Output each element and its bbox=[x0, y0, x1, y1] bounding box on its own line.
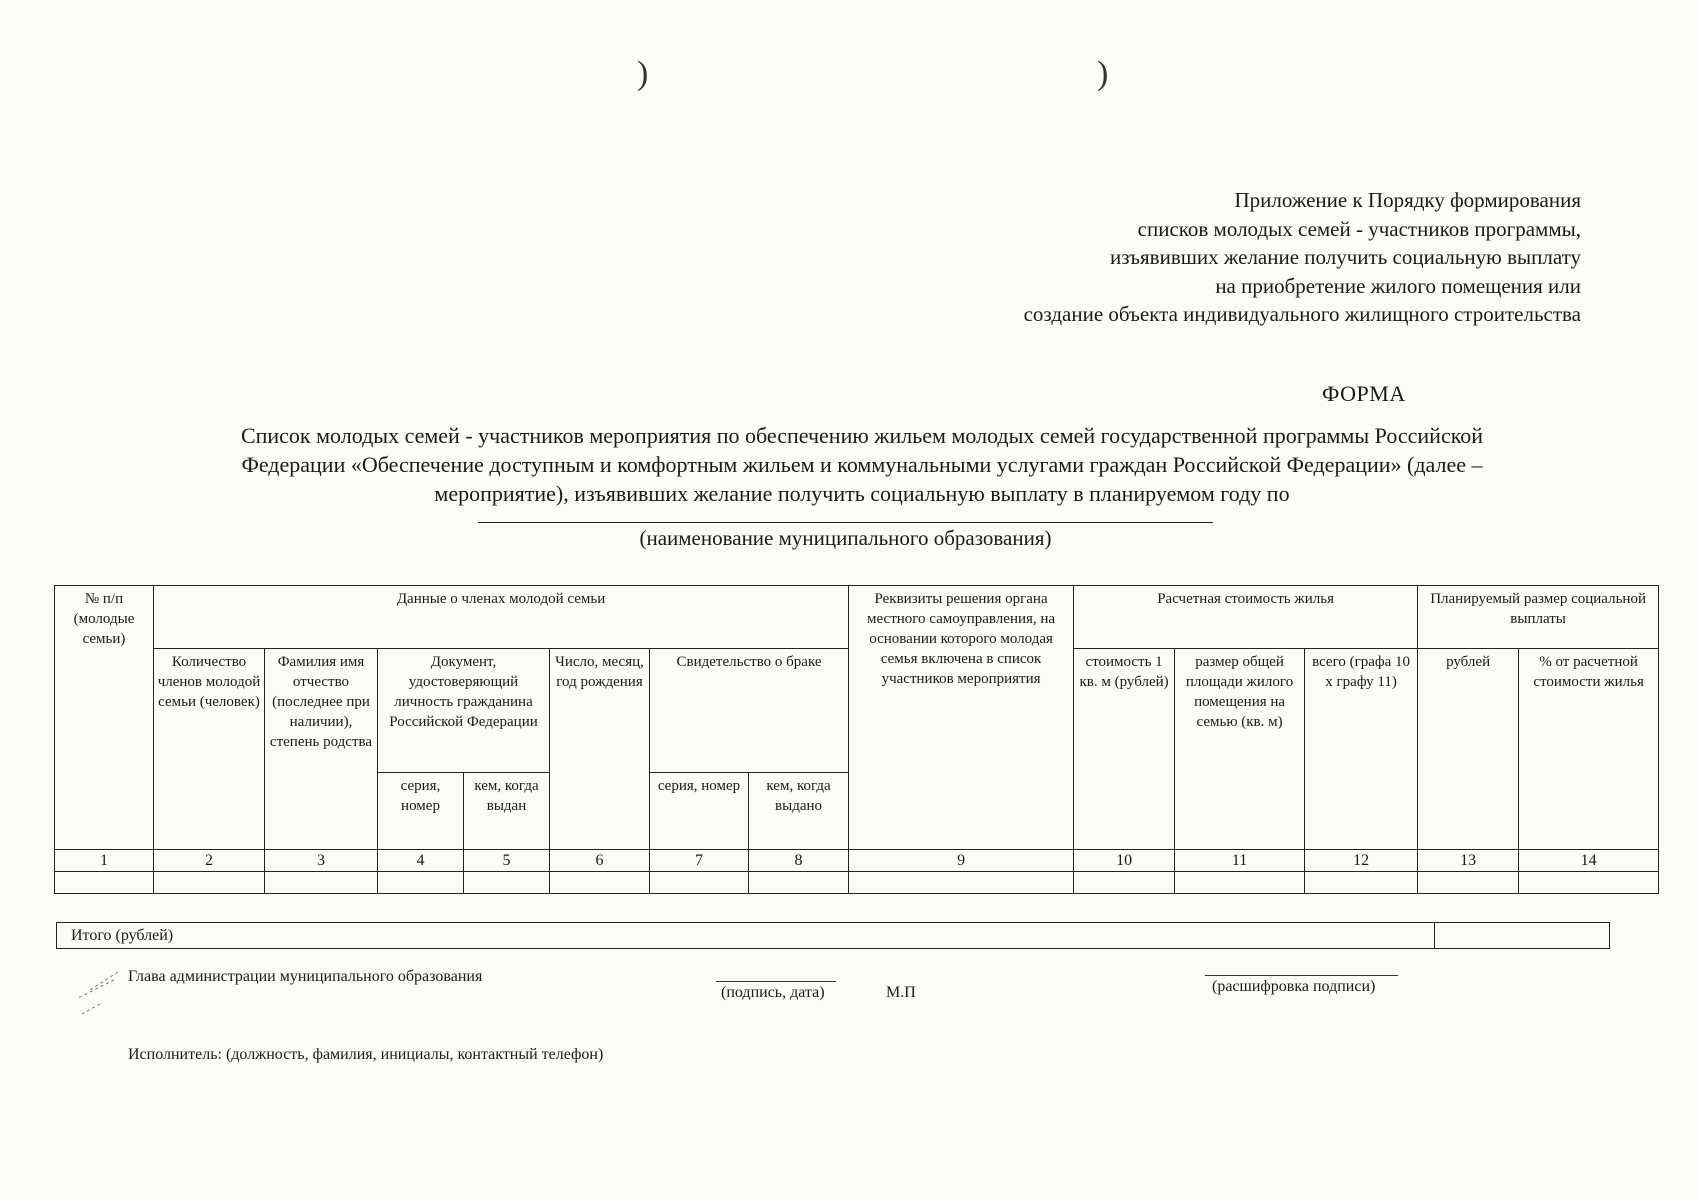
column-number: 2 bbox=[154, 850, 265, 872]
appendix-line: списков молодых семей - участников программы, bbox=[1137, 216, 1581, 241]
scan-mark-right: ) bbox=[1097, 55, 1109, 92]
id-issued-by-header: кем, когда выдан bbox=[464, 773, 550, 850]
appendix-line: Приложение к Порядку формирования bbox=[1234, 188, 1581, 212]
empty-cell bbox=[378, 872, 464, 894]
scan-mark-left: ) bbox=[637, 55, 649, 92]
column-number: 3 bbox=[265, 850, 378, 872]
empty-cell bbox=[1519, 872, 1659, 894]
head-of-administration: Глава администрации муниципального образования bbox=[128, 968, 483, 985]
column-number: 4 bbox=[378, 850, 464, 872]
column-number: 8 bbox=[749, 850, 849, 872]
birth-date-header: Число, месяц, год рождения bbox=[550, 649, 650, 850]
empty-cell bbox=[550, 872, 650, 894]
empty-cell bbox=[1175, 872, 1305, 894]
empty-cell bbox=[154, 872, 265, 894]
families-table bbox=[54, 585, 1659, 894]
column-number: 13 bbox=[1418, 850, 1519, 872]
empty-cell bbox=[650, 872, 749, 894]
appendix-line: изъявивших желание получить социальную выплату bbox=[1109, 245, 1581, 269]
marriage-issued-by-header: кем, когда выдано bbox=[749, 773, 849, 850]
planned-payment-header: Планируемый размер социальной выплаты bbox=[1418, 586, 1659, 649]
total-table bbox=[56, 922, 1610, 949]
decision-header: Реквизиты решения органа местного самоуправления, на основании которого молодая семья включена в список участников мероприятия bbox=[849, 586, 1074, 850]
decode-line bbox=[1205, 975, 1398, 976]
column-number: 10 bbox=[1074, 850, 1175, 872]
total-header: всего (графа 10 x графу 11) bbox=[1305, 649, 1418, 850]
total-value-cell bbox=[1435, 923, 1610, 949]
pen-stroke-mark bbox=[70, 968, 125, 1028]
empty-cell bbox=[464, 872, 550, 894]
executor-label: Исполнитель: (должность, фамилия, инициалы, контактный телефон) bbox=[128, 1046, 604, 1063]
rubles-header: рублей bbox=[1418, 649, 1519, 850]
column-number: 6 bbox=[550, 850, 650, 872]
percent-header: % от расчетной стоимости жилья bbox=[1519, 649, 1659, 850]
id-series-number-header: серия, номер bbox=[378, 773, 464, 850]
empty-cell bbox=[1418, 872, 1519, 894]
empty-cell bbox=[749, 872, 849, 894]
column-number: 9 bbox=[849, 850, 1074, 872]
signature-decode-label: (расшифровка подписи) bbox=[1212, 978, 1376, 995]
cost-per-sqm-header: стоимость 1 кв. м (рублей) bbox=[1074, 649, 1175, 850]
municipality-underline bbox=[478, 522, 1213, 523]
empty-cell bbox=[1305, 872, 1418, 894]
municipality-label: (наименование муниципального образования) bbox=[639, 526, 1052, 550]
column-number: 5 bbox=[464, 850, 550, 872]
table-row bbox=[55, 872, 1659, 894]
column-number: 14 bbox=[1519, 850, 1659, 872]
full-name-header: Фамилия имя отчество (последнее при наличии), степень родства bbox=[265, 649, 378, 850]
column-number-header: № п/п (молодые семьи) bbox=[55, 586, 154, 850]
form-label: ФОРМА bbox=[1322, 381, 1406, 406]
family-data-header: Данные о членах молодой семьи bbox=[154, 586, 849, 649]
title-line: Список молодых семей - участников мероприятия по обеспечению жильем молодых семей государственной программы Российской bbox=[240, 423, 1484, 448]
title-line: Федерации «Обеспечение доступным и комфортным жильем и коммунальными услугами граждан Российской Федерации» (далее – bbox=[241, 452, 1483, 477]
total-label: Итого (рублей) bbox=[57, 923, 1435, 949]
marriage-series-number-header: серия, номер bbox=[650, 773, 749, 850]
column-number: 12 bbox=[1305, 850, 1418, 872]
seal-place: М.П bbox=[886, 984, 916, 1001]
family-count-header: Количество членов молодой семьи (человек) bbox=[154, 649, 265, 850]
marriage-certificate-header: Свидетельство о браке bbox=[650, 649, 849, 773]
empty-cell bbox=[1074, 872, 1175, 894]
housing-cost-header: Расчетная стоимость жилья bbox=[1074, 586, 1418, 649]
signature-line bbox=[716, 981, 836, 982]
appendix-line: создание объекта индивидуального жилищного строительства bbox=[1023, 302, 1581, 326]
title-line: мероприятие), изъявивших желание получить социальную выплату в планируемом году по bbox=[434, 481, 1290, 506]
column-number: 7 bbox=[650, 850, 749, 872]
empty-cell bbox=[265, 872, 378, 894]
document-title bbox=[152, 421, 1572, 508]
signature-date-label: (подпись, дата) bbox=[721, 984, 825, 1001]
column-number: 1 bbox=[55, 850, 154, 872]
appendix-note bbox=[681, 186, 1581, 329]
empty-cell bbox=[55, 872, 154, 894]
column-number: 11 bbox=[1175, 850, 1305, 872]
area-header: размер общей площади жилого помещения на семью (кв. м) bbox=[1175, 649, 1305, 850]
empty-cell bbox=[849, 872, 1074, 894]
id-document-header: Документ, удостоверяющий личность гражданина Российской Федерации bbox=[378, 649, 550, 773]
appendix-line: на приобретение жилого помещения или bbox=[1215, 273, 1581, 298]
